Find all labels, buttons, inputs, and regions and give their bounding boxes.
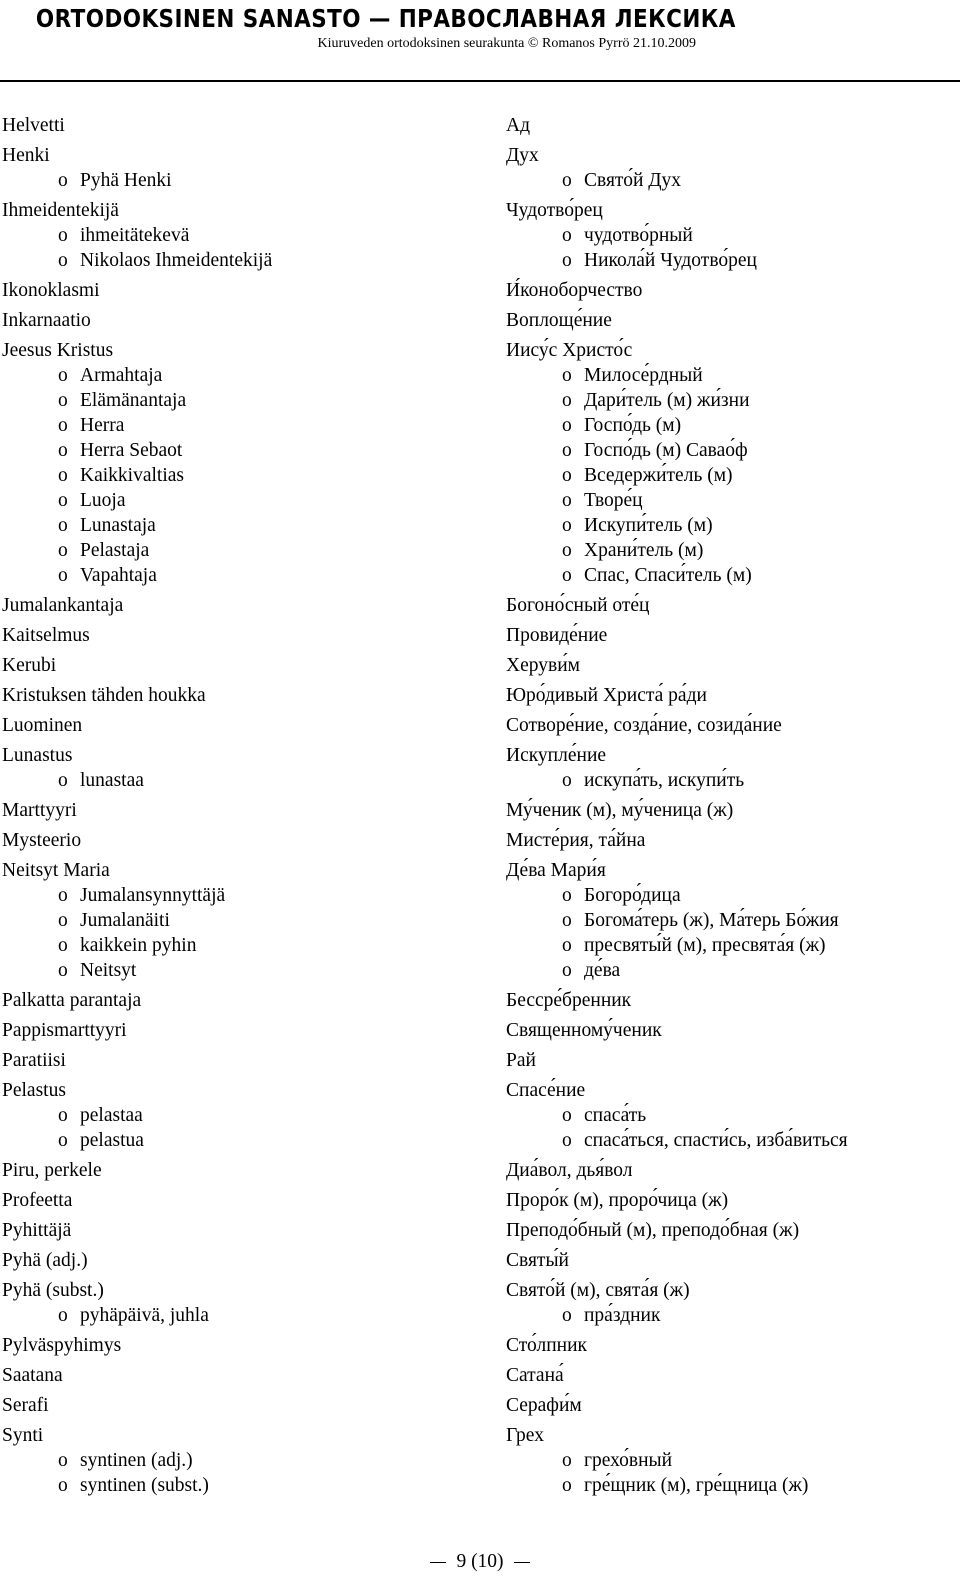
finnish-entry (2, 828, 462, 853)
russian-entry (506, 988, 956, 1013)
russian-term: Воплоще́ние (506, 310, 612, 331)
bullet-marker: o (58, 960, 68, 981)
finnish-term: Profeetta (2, 1190, 73, 1211)
bullet-marker: o (562, 390, 572, 411)
finnish-subterm-text: syntinen (subst.) (80, 1475, 209, 1496)
finnish-entry (2, 143, 462, 193)
finnish-term: Pappismarttyyri (2, 1020, 127, 1041)
bullet-marker: o (562, 225, 572, 246)
russian-subterm-text: Госпо́дь (м) (584, 415, 682, 436)
russian-term: Серафи́м (506, 1395, 582, 1416)
russian-term: Искупле́ние (506, 745, 607, 766)
finnish-subterm-text: kaikkein pyhin (80, 935, 197, 956)
bullet-marker: o (562, 1105, 572, 1126)
finnish-subterm-text: lunastaa (80, 770, 144, 791)
bullet-marker: o (58, 415, 68, 436)
document-subtitle: Kiuruveden ortodoksinen seurakunta © Romanos Pyrrö 21.10.2009 (317, 36, 696, 51)
finnish-entry (2, 1278, 462, 1328)
russian-entry (506, 143, 956, 193)
finnish-subterm-text: Neitsyt (80, 960, 137, 981)
russian-term: Сатана́ (506, 1365, 564, 1386)
bullet-marker: o (58, 540, 68, 561)
finnish-entry (2, 1218, 462, 1243)
finnish-subterm (2, 488, 462, 513)
finnish-term: Ikonoklasmi (2, 280, 100, 301)
finnish-subterm-text: Herra Sebaot (80, 440, 183, 461)
finnish-subterm-text: Luoja (80, 490, 126, 511)
russian-terms-column (506, 108, 956, 1498)
finnish-subterm (2, 463, 462, 488)
russian-entry (506, 1278, 956, 1328)
footer-dash-left (430, 1562, 446, 1564)
russian-term: Бессре́бренник (506, 990, 632, 1011)
finnish-subterm (2, 908, 462, 933)
russian-entry (506, 858, 956, 983)
russian-term: Юро́дивый Христа́ ра́ди (506, 685, 707, 706)
russian-term: Проро́к (м), проро́чица (ж) (506, 1190, 729, 1211)
finnish-entry (2, 593, 462, 618)
russian-term: Сто́лпник (506, 1335, 588, 1356)
finnish-entry (2, 858, 462, 983)
finnish-term: Jumalankantaja (2, 595, 124, 616)
russian-subterm-text: Никола́й Чудотво́рец (584, 250, 757, 271)
russian-term: Священному́ченик (506, 1020, 662, 1041)
bullet-marker: o (562, 1450, 572, 1471)
russian-subterm (506, 513, 956, 538)
finnish-term: Kerubi (2, 655, 57, 676)
footer-dash-right (514, 1562, 530, 1564)
finnish-entry (2, 1423, 462, 1498)
bullet-marker: o (562, 770, 572, 791)
bullet-marker: o (58, 565, 68, 586)
russian-subterm-text: Дари́тель (м) жи́зни (584, 390, 750, 411)
russian-entry (506, 278, 956, 303)
russian-subterm-text: спаса́ться, спасти́сь, изба́виться (584, 1130, 848, 1151)
finnish-entry (2, 653, 462, 678)
russian-subterm (506, 223, 956, 248)
finnish-subterm-text: pyhäpäivä, juhla (80, 1305, 209, 1326)
russian-entry (506, 1333, 956, 1358)
russian-entry (506, 828, 956, 853)
russian-subterm-text: Спас, Спаси́тель (м) (584, 565, 752, 586)
russian-entry (506, 1248, 956, 1273)
finnish-entry (2, 798, 462, 823)
finnish-entry (2, 1158, 462, 1183)
russian-entry (506, 683, 956, 708)
bullet-marker: o (58, 885, 68, 906)
bullet-marker: o (562, 170, 572, 191)
russian-entry (506, 1018, 956, 1043)
russian-entry (506, 1188, 956, 1213)
finnish-subterm (2, 1303, 462, 1328)
russian-subterm-text: Богома́терь (ж), Ма́терь Бо́жия (584, 910, 839, 931)
finnish-subterm-text: Elämänantaja (80, 390, 187, 411)
finnish-subterm-text: Jumalanäiti (80, 910, 170, 931)
russian-entry (506, 593, 956, 618)
finnish-subterm (2, 223, 462, 248)
finnish-subterm-text: Armahtaja (80, 365, 163, 386)
russian-entry (506, 198, 956, 273)
bullet-marker: o (562, 490, 572, 511)
russian-subterm (506, 388, 956, 413)
finnish-term: Mysteerio (2, 830, 82, 851)
finnish-term: Neitsyt Maria (2, 860, 110, 881)
russian-entry (506, 1423, 956, 1498)
finnish-entry (2, 1393, 462, 1418)
russian-subterm-text: Госпо́дь (м) Савао́ф (584, 440, 748, 461)
russian-subterm-text: Творе́ц (584, 490, 643, 511)
finnish-term: Jeesus Kristus (2, 340, 114, 361)
bullet-marker: o (58, 1475, 68, 1496)
russian-entry (506, 1158, 956, 1183)
finnish-subterm-text: Lunastaja (80, 515, 156, 536)
finnish-subterm-text: ihmeitätekevä (80, 225, 190, 246)
bullet-marker: o (562, 515, 572, 536)
header-rule (0, 80, 960, 82)
bullet-marker: o (58, 770, 68, 791)
bullet-marker: o (562, 1130, 572, 1151)
russian-subterm (506, 438, 956, 463)
russian-term: Мисте́рия, та́йна (506, 830, 646, 851)
russian-term: Дух (506, 145, 539, 166)
finnish-subterm (2, 413, 462, 438)
russian-subterm-text: грехо́вный (584, 1450, 673, 1471)
russian-term: Святы́й (506, 1250, 569, 1271)
russian-subterm-text: чудотво́рный (584, 225, 693, 246)
russian-subterm-text: спаса́ть (584, 1105, 647, 1126)
russian-subterm-text: де́ва (584, 960, 621, 981)
bullet-marker: o (58, 465, 68, 486)
russian-entry (506, 653, 956, 678)
russian-subterm (506, 933, 956, 958)
russian-subterm (506, 563, 956, 588)
finnish-term: Synti (2, 1425, 44, 1446)
finnish-subterm (2, 1448, 462, 1473)
finnish-entry (2, 683, 462, 708)
finnish-subterm-text: pelastua (80, 1130, 144, 1151)
finnish-terms-column (2, 108, 462, 1498)
bullet-marker: o (58, 1130, 68, 1151)
bullet-marker: o (562, 440, 572, 461)
finnish-subterm (2, 438, 462, 463)
finnish-entry (2, 113, 462, 138)
russian-term: Де́ва Мари́я (506, 860, 606, 881)
finnish-term: Pyhä (adj.) (2, 1250, 88, 1271)
finnish-subterm (2, 768, 462, 793)
finnish-subterm-text: pelastaa (80, 1105, 143, 1126)
russian-subterm (506, 1103, 956, 1128)
finnish-entry (2, 988, 462, 1013)
finnish-term: Paratiisi (2, 1050, 66, 1071)
russian-term: Му́ченик (м), му́ченица (ж) (506, 800, 734, 821)
bullet-marker: o (58, 365, 68, 386)
russian-term: Сотворе́ние, созда́ние, созида́ние (506, 715, 782, 736)
russian-subterm-text: пра́здник (584, 1305, 661, 1326)
bullet-marker: o (562, 540, 572, 561)
bullet-marker: o (562, 960, 572, 981)
finnish-subterm (2, 933, 462, 958)
finnish-entry (2, 198, 462, 273)
finnish-entry (2, 743, 462, 793)
finnish-term: Lunastus (2, 745, 73, 766)
russian-subterm (506, 363, 956, 388)
finnish-subterm-text: Nikolaos Ihmeidentekijä (80, 250, 273, 271)
bullet-marker: o (562, 415, 572, 436)
russian-subterm-text: искупа́ть, искупи́ть (584, 770, 745, 791)
bullet-marker: o (58, 1305, 68, 1326)
russian-subterm-text: Искупи́тель (м) (584, 515, 713, 536)
russian-entry (506, 338, 956, 588)
finnish-term: Pyhittäjä (2, 1220, 72, 1241)
bullet-marker: o (58, 170, 68, 191)
russian-subterm-text: Милосе́рдный (584, 365, 703, 386)
bullet-marker: o (562, 885, 572, 906)
russian-subterm-text: пресвяты́й (м), пресвята́я (ж) (584, 935, 826, 956)
russian-subterm (506, 1128, 956, 1153)
russian-term: Херуви́м (506, 655, 580, 676)
russian-term: Диа́вол, дья́вол (506, 1160, 633, 1181)
russian-entry (506, 1048, 956, 1073)
finnish-term: Helvetti (2, 115, 65, 136)
bullet-marker: o (58, 1105, 68, 1126)
finnish-subterm (2, 388, 462, 413)
russian-entry (506, 308, 956, 333)
finnish-term: Pylväspyhimys (2, 1335, 122, 1356)
finnish-subterm (2, 538, 462, 563)
russian-subterm (506, 248, 956, 273)
bullet-marker: o (562, 565, 572, 586)
finnish-subterm-text: Jumalansynnyttäjä (80, 885, 226, 906)
finnish-subterm (2, 958, 462, 983)
bullet-marker: o (58, 910, 68, 931)
finnish-subterm-text: syntinen (adj.) (80, 1450, 193, 1471)
russian-subterm (506, 538, 956, 563)
finnish-entry (2, 1248, 462, 1273)
russian-subterm (506, 463, 956, 488)
finnish-subterm (2, 248, 462, 273)
bullet-marker: o (562, 365, 572, 386)
russian-subterm (506, 1303, 956, 1328)
russian-subterm-text: Богоро́дица (584, 885, 681, 906)
finnish-term: Marttyyri (2, 800, 77, 821)
finnish-term: Kaitselmus (2, 625, 90, 646)
russian-subterm (506, 958, 956, 983)
russian-entry (506, 1078, 956, 1153)
russian-entry (506, 1363, 956, 1388)
finnish-entry (2, 338, 462, 588)
russian-entry (506, 1393, 956, 1418)
finnish-entry (2, 278, 462, 303)
russian-subterm (506, 908, 956, 933)
bullet-marker: o (58, 490, 68, 511)
finnish-term: Ihmeidentekijä (2, 200, 119, 221)
russian-subterm (506, 1473, 956, 1498)
bullet-marker: o (562, 910, 572, 931)
bullet-marker: o (562, 250, 572, 271)
finnish-entry (2, 1188, 462, 1213)
russian-subterm-text: Храни́тель (м) (584, 540, 704, 561)
russian-entry (506, 1218, 956, 1243)
finnish-entry (2, 1363, 462, 1388)
bullet-marker: o (562, 465, 572, 486)
finnish-subterm-text: Herra (80, 415, 125, 436)
finnish-term: Henki (2, 145, 50, 166)
finnish-term: Piru, perkele (2, 1160, 102, 1181)
finnish-term: Luominen (2, 715, 83, 736)
finnish-entry (2, 1048, 462, 1073)
finnish-entry (2, 1078, 462, 1153)
russian-entry (506, 743, 956, 793)
russian-term: Преподо́бный (м), преподо́бная (ж) (506, 1220, 800, 1241)
document-title: ORTODOKSINEN SANASTO — ПРАВОСЛАВНАЯ ЛЕКСИКА (36, 4, 736, 33)
russian-subterm (506, 413, 956, 438)
finnish-subterm-text: Vapahtaja (80, 565, 157, 586)
finnish-subterm (2, 363, 462, 388)
finnish-entry (2, 1333, 462, 1358)
russian-term: Провиде́ние (506, 625, 608, 646)
bullet-marker: o (58, 390, 68, 411)
bullet-marker: o (58, 935, 68, 956)
finnish-subterm (2, 168, 462, 193)
russian-subterm-text: гре́щник (м), гре́щница (ж) (584, 1475, 809, 1496)
bullet-marker: o (58, 440, 68, 461)
bullet-marker: o (58, 515, 68, 536)
finnish-entry (2, 623, 462, 648)
russian-subterm (506, 488, 956, 513)
bullet-marker: o (58, 225, 68, 246)
finnish-subterm-text: Pelastaja (80, 540, 150, 561)
russian-subterm (506, 1448, 956, 1473)
russian-entry (506, 713, 956, 738)
finnish-entry (2, 308, 462, 333)
russian-term: Богоно́сный оте́ц (506, 595, 650, 616)
russian-entry (506, 623, 956, 648)
russian-term: Спасе́ние (506, 1080, 586, 1101)
russian-entry (506, 113, 956, 138)
finnish-entry (2, 1018, 462, 1043)
russian-subterm-text: Свято́й Дух (584, 170, 682, 191)
page-number: 9 (10) (456, 1551, 504, 1572)
finnish-term: Palkatta parantaja (2, 990, 142, 1011)
russian-subterm (506, 168, 956, 193)
finnish-subterm-text: Pyhä Henki (80, 170, 172, 191)
russian-subterm (506, 883, 956, 908)
finnish-subterm (2, 1473, 462, 1498)
finnish-term: Kristuksen tähden houkka (2, 685, 206, 706)
page-header (0, 0, 960, 84)
bullet-marker: o (58, 1450, 68, 1471)
russian-term: Грех (506, 1425, 544, 1446)
russian-subterm-text: Вседержи́тель (м) (584, 465, 733, 486)
russian-term: Иису́с Христо́с (506, 340, 633, 361)
finnish-subterm (2, 513, 462, 538)
finnish-term: Inkarnaatio (2, 310, 91, 331)
russian-term: И́коноборчество (506, 280, 643, 301)
finnish-subterm (2, 1103, 462, 1128)
russian-term: Свято́й (м), свята́я (ж) (506, 1280, 690, 1301)
finnish-term: Serafi (2, 1395, 49, 1416)
bullet-marker: o (562, 1305, 572, 1326)
finnish-subterm-text: Kaikkivaltias (80, 465, 184, 486)
russian-entry (506, 798, 956, 823)
finnish-entry (2, 713, 462, 738)
russian-subterm (506, 768, 956, 793)
russian-term: Рай (506, 1050, 536, 1071)
bullet-marker: o (562, 935, 572, 956)
russian-term: Чудотво́рец (506, 200, 603, 221)
russian-term: Ад (506, 115, 531, 136)
page-footer (0, 1551, 960, 1573)
bullet-marker: o (562, 1475, 572, 1496)
bullet-marker: o (58, 250, 68, 271)
finnish-term: Pyhä (subst.) (2, 1280, 104, 1301)
finnish-subterm (2, 563, 462, 588)
finnish-term: Saatana (2, 1365, 63, 1386)
finnish-term: Pelastus (2, 1080, 66, 1101)
finnish-subterm (2, 1128, 462, 1153)
finnish-subterm (2, 883, 462, 908)
